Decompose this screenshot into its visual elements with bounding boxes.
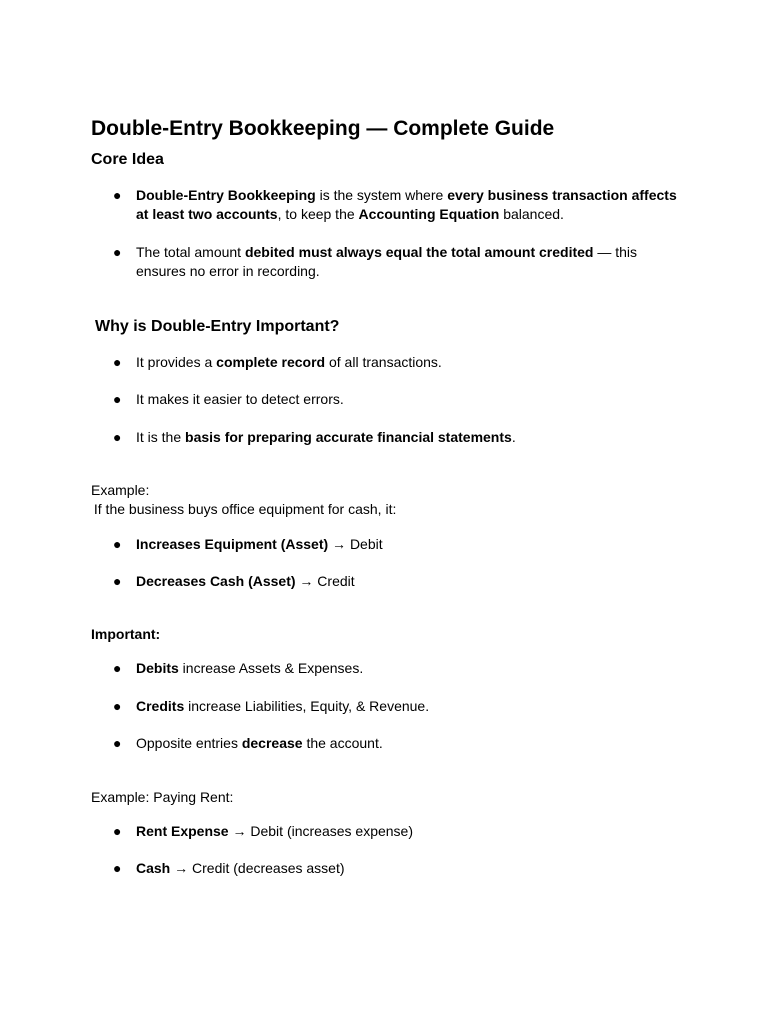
bullet-icon: ● xyxy=(113,187,122,203)
list-item-text xyxy=(136,535,681,554)
bold-text-run: decrease xyxy=(241,735,303,751)
list-item-text xyxy=(136,822,681,841)
text-run: → Debit (increases expense) xyxy=(228,823,414,839)
text-run: balanced. xyxy=(499,206,564,222)
list-item-text xyxy=(136,186,681,224)
bold-text-run: Increases Equipment (Asset) xyxy=(136,536,329,552)
text-run: The total amount xyxy=(136,244,245,260)
list-item-text xyxy=(136,697,681,716)
text-run: → Credit xyxy=(295,573,355,589)
example-label: Example: xyxy=(91,482,150,498)
bullet-icon: ● xyxy=(113,429,122,445)
bold-text-run: Rent Expense xyxy=(136,823,229,839)
bold-text-run: every business transaction affects at least two accounts xyxy=(136,187,677,222)
text-run: increase Liabilities, Equity, & Revenue. xyxy=(184,698,430,714)
bold-text-run: Accounting Equation xyxy=(358,206,500,222)
text-run: — this ensures no error in recording. xyxy=(136,244,638,279)
section-heading-core-idea: Core Idea xyxy=(91,151,164,168)
example-intro: If the business buys office equipment for cash, it: xyxy=(90,501,397,517)
bold-text-run: complete record xyxy=(216,354,326,370)
text-run: Opposite entries xyxy=(136,735,242,751)
list-item-text xyxy=(136,659,681,678)
bullet-icon: ● xyxy=(113,244,122,260)
bullet-icon: ● xyxy=(113,573,122,589)
bullet-icon: ● xyxy=(113,698,122,714)
bullet-icon: ● xyxy=(113,354,122,370)
bold-text-run: debited must always equal the total amount credited xyxy=(244,244,594,260)
text-run: of all transactions. xyxy=(325,354,442,370)
text-run: It provides a xyxy=(136,354,217,370)
example-rent-label: Example: Paying Rent: xyxy=(91,789,234,805)
text-run: , to keep the xyxy=(277,206,359,222)
bullet-icon: ● xyxy=(113,391,122,407)
list-item-text xyxy=(136,243,681,281)
bold-text-run: Credits xyxy=(136,698,185,714)
list-item-text xyxy=(136,734,681,753)
document-title: Double-Entry Bookkeeping — Complete Guide xyxy=(91,117,555,140)
bold-text-run: Cash xyxy=(136,860,171,876)
bold-text-run: basis for preparing accurate financial statements xyxy=(185,429,512,445)
text-run: → Debit xyxy=(328,536,383,552)
text-run: It makes it easier to detect errors. xyxy=(136,391,344,407)
bold-text-run: Debits xyxy=(136,660,179,676)
text-run: is the system where xyxy=(315,187,448,203)
bullet-icon: ● xyxy=(113,860,122,876)
important-label: Important: xyxy=(91,626,161,642)
bold-text-run: Decreases Cash (Asset) xyxy=(136,573,296,589)
list-item-text xyxy=(136,390,681,409)
bullet-icon: ● xyxy=(113,735,122,751)
text-run: increase Assets & Expenses. xyxy=(178,660,364,676)
text-run: → Credit (decreases asset) xyxy=(170,860,345,876)
section-heading-why-important: Why is Double-Entry Important? xyxy=(95,318,340,335)
list-item-text xyxy=(136,428,681,447)
list-item-text xyxy=(136,859,681,878)
text-run: . xyxy=(511,429,516,445)
bullet-icon: ● xyxy=(113,823,122,839)
list-item-text xyxy=(136,572,681,591)
text-run: the account. xyxy=(302,735,383,751)
bullet-icon: ● xyxy=(113,660,122,676)
bullet-icon: ● xyxy=(113,536,122,552)
list-item-text xyxy=(136,353,681,372)
bold-text-run: Double-Entry Bookkeeping xyxy=(136,187,316,203)
text-run: It is the xyxy=(136,429,186,445)
